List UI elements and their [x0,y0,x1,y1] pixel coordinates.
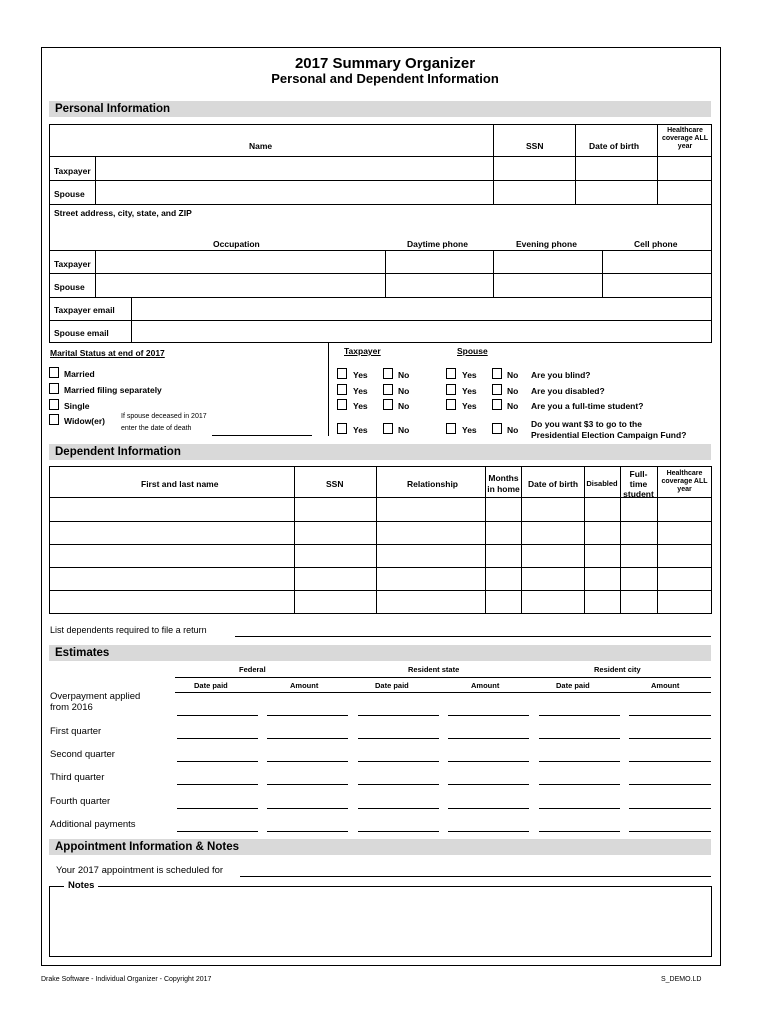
spouse-campaign-no-checkbox[interactable] [492,423,502,434]
spouse-student-yes-checkbox[interactable] [446,399,456,410]
resident-city-header: Resident city [594,665,641,674]
yes-label: Yes [462,386,477,396]
estimate-entry-field[interactable] [358,831,439,832]
occupation-column-header: Occupation [213,239,260,249]
yes-label: Yes [353,370,368,380]
married-filing-separately-checkbox[interactable] [49,383,59,394]
fulltime-column-header-line3: student [623,489,654,499]
estimate-entry-field[interactable] [629,808,711,809]
taxpayer-occupation-label: Taxpayer [54,259,91,269]
married-filing-separately-label: Married filing separately [64,385,162,395]
estimate-entry-field[interactable] [539,761,620,762]
spouse-label: Spouse [54,189,85,199]
city-date-paid-header: Date paid [556,681,590,690]
healthcare-column-header: Healthcare coverage ALL year [661,127,709,150]
dependent-healthcare-column-header: Healthcare coverage ALL year [661,470,708,493]
appointment-header: Appointment Information & Notes [49,839,711,855]
taxpayer-blind-no-checkbox[interactable] [383,368,393,379]
ssn-column-header: SSN [526,141,544,151]
federal-header: Federal [239,665,266,674]
yes-label: Yes [462,401,477,411]
estimate-entry-field[interactable] [629,738,711,739]
single-checkbox[interactable] [49,399,59,410]
spouse-email-label: Spouse email [54,328,109,338]
widower-checkbox[interactable] [49,414,59,425]
estimate-entry-field[interactable] [448,831,529,832]
estimate-entry-field[interactable] [358,715,439,716]
dependent-info-header: Dependent Information [49,444,711,460]
estimate-row-label: Additional payments [50,819,136,830]
yes-label: Yes [353,386,368,396]
spouse-occupation-label: Spouse [54,282,85,292]
personal-info-header: Personal Information [49,101,711,117]
dependent-dob-column-header: Date of birth [528,479,579,489]
estimate-entry-field[interactable] [358,738,439,739]
estimate-entry-field[interactable] [629,761,711,762]
estimate-entry-field[interactable] [539,808,620,809]
estimate-row-label: First quarter [50,726,102,737]
marital-status-header: Marital Status at end of 2017 [50,348,165,358]
single-label: Single [64,401,90,411]
taxpayer-email-label: Taxpayer email [54,305,115,315]
disabled-question: Are you disabled? [531,386,605,396]
estimate-entry-field[interactable] [448,784,529,785]
no-label: No [507,386,519,396]
disabled-column-header: Disabled [586,479,618,488]
appointment-field[interactable] [240,876,711,877]
notes-label: Notes [64,880,98,891]
taxpayer-blind-yes-checkbox[interactable] [337,368,347,379]
spouse-campaign-yes-checkbox[interactable] [446,423,456,434]
no-label: No [507,401,519,411]
estimate-row-label: Second quarter [50,749,115,760]
estimate-entry-field[interactable] [267,738,348,739]
fulltime-column-header-line2: time [629,479,648,489]
estimate-entry-field[interactable] [539,784,620,785]
estimates-header: Estimates [49,645,711,661]
taxpayer-disabled-no-checkbox[interactable] [383,384,393,395]
spouse-column-header: Spouse [457,346,488,356]
estimate-entry-field[interactable] [448,808,529,809]
estimate-entry-field[interactable] [448,715,529,716]
taxpayer-label: Taxpayer [54,166,91,176]
state-amount-header: Amount [471,681,500,690]
estimate-entry-field[interactable] [177,761,258,762]
appointment-label: Your 2017 appointment is scheduled for [56,865,224,876]
no-label: No [507,370,519,380]
relationship-column-header: Relationship [407,479,459,489]
deceased-note-line2: enter the date of death [121,425,192,432]
spouse-blind-yes-checkbox[interactable] [446,368,456,379]
spouse-student-no-checkbox[interactable] [492,399,502,410]
estimate-entry-field[interactable] [539,738,620,739]
estimate-entry-field[interactable] [629,831,711,832]
dob-column-header: Date of birth [589,141,640,151]
months-column-header-line2: in home [487,484,520,494]
federal-amount-header: Amount [290,681,319,690]
dependent-ssn-column-header: SSN [326,479,344,489]
footer-code: S_DEMO.LD [661,976,702,983]
taxpayer-student-no-checkbox[interactable] [383,399,393,410]
spouse-disabled-yes-checkbox[interactable] [446,384,456,395]
no-label: No [398,401,410,411]
estimate-entry-field[interactable] [267,784,348,785]
estimate-entry-field[interactable] [629,715,711,716]
estimate-entry-field[interactable] [267,761,348,762]
taxpayer-campaign-no-checkbox[interactable] [383,423,393,434]
address-label: Street address, city, state, and ZIP [54,208,192,218]
estimate-entry-field[interactable] [448,738,529,739]
estimate-entry-field[interactable] [267,715,348,716]
yes-label: Yes [353,401,368,411]
campaign-question-line2: Presidential Election Campaign Fund? [531,430,687,440]
federal-date-paid-header: Date paid [194,681,228,690]
taxpayer-column-header: Taxpayer [344,346,381,356]
blind-question: Are you blind? [531,370,591,380]
cell-phone-column-header: Cell phone [634,239,678,249]
no-label: No [507,425,519,435]
taxpayer-disabled-yes-checkbox[interactable] [337,384,347,395]
estimate-row-label: Third quarter [50,772,105,783]
state-date-paid-header: Date paid [375,681,409,690]
spouse-disabled-no-checkbox[interactable] [492,384,502,395]
spouse-blind-no-checkbox[interactable] [492,368,502,379]
dependent-name-column-header: First and last name [141,479,219,489]
campaign-question-line1: Do you want $3 to go to the [531,419,642,429]
evening-phone-column-header: Evening phone [516,239,577,249]
married-label: Married [64,369,95,379]
resident-state-header: Resident state [408,665,460,674]
deceased-note-line1: If spouse deceased in 2017 [121,413,207,420]
estimate-entry-field[interactable] [267,831,348,832]
married-checkbox[interactable] [49,367,59,378]
months-column-header-line1: Months [488,473,519,483]
list-dependents-label: List dependents required to file a return [50,625,207,635]
yes-label: Yes [353,425,368,435]
estimate-entry-field[interactable] [177,738,258,739]
estimate-entry-field[interactable] [177,784,258,785]
list-dependents-field[interactable] [235,636,711,637]
estimate-entry-field[interactable] [358,761,439,762]
fulltime-column-header-line1: Full- [629,469,648,479]
taxpayer-campaign-yes-checkbox[interactable] [337,423,347,434]
widower-label: Widow(er) [64,416,106,426]
estimate-row-label: Overpayment applied from 2016 [50,691,141,713]
estimate-entry-field[interactable] [177,715,258,716]
daytime-phone-column-header: Daytime phone [407,239,468,249]
estimate-entry-field[interactable] [358,784,439,785]
city-amount-header: Amount [651,681,680,690]
no-label: No [398,370,410,380]
page-title: 2017 Summary Organizer [294,55,476,72]
estimate-entry-field[interactable] [629,784,711,785]
no-label: No [398,425,410,435]
estimate-entry-field[interactable] [177,831,258,832]
date-of-death-field[interactable] [212,435,312,436]
estimate-entry-field[interactable] [448,761,529,762]
estimate-entry-field[interactable] [358,808,439,809]
name-column-header: Name [249,141,273,151]
footer-copyright: Drake Software - Individual Organizer - Copyright 2017 [41,976,212,983]
estimate-entry-field[interactable] [539,715,620,716]
estimate-entry-field[interactable] [267,808,348,809]
estimate-entry-field[interactable] [539,831,620,832]
yes-label: Yes [462,370,477,380]
yes-label: Yes [462,425,477,435]
estimate-row-label: Fourth quarter [50,796,111,807]
estimate-entry-field[interactable] [177,808,258,809]
notes-box[interactable] [49,886,712,957]
no-label: No [398,386,410,396]
page-subtitle: Personal and Dependent Information [271,71,499,86]
student-question: Are you a full-time student? [531,401,644,411]
taxpayer-student-yes-checkbox[interactable] [337,399,347,410]
